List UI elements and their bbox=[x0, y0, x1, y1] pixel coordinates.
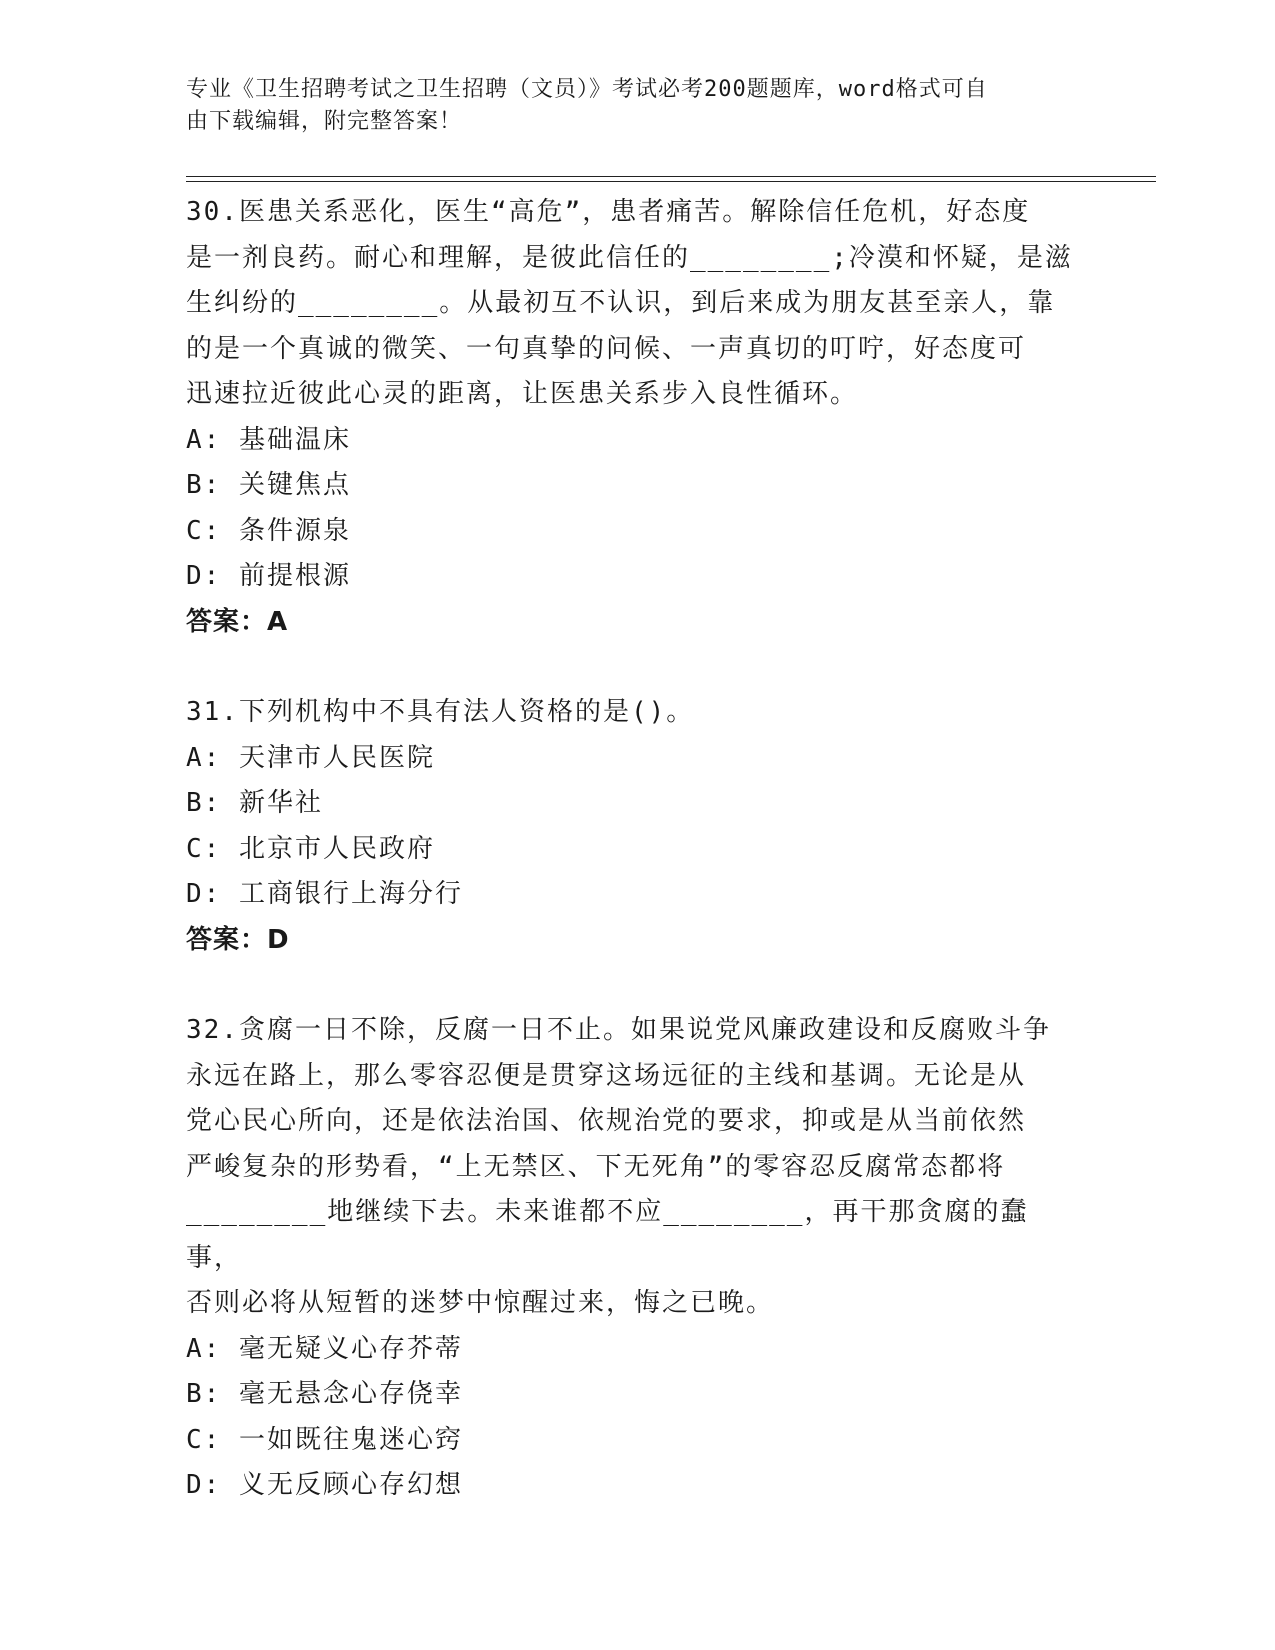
stem-line: 迅速拉近彼此心灵的距离，让医患关系步入良性循环。 bbox=[186, 379, 859, 409]
option-c: C: 一如既往鬼迷心窍 bbox=[186, 1424, 463, 1455]
document-header bbox=[186, 74, 1066, 138]
stem-line: 党心民心所向，还是依法治国、依规治党的要求，抑或是从当前依然 bbox=[186, 1106, 1027, 1136]
header-rule-top bbox=[186, 176, 1156, 177]
option-a: A: 基础温床 bbox=[186, 424, 351, 455]
stem-line: 严峻复杂的形势看，“上无禁区、下无死角”的零容忍反腐常态都将 bbox=[186, 1151, 1006, 1182]
stem-line: 生纠纷的________。从最初互不认识，到后来成为朋友甚至亲人，靠 bbox=[186, 288, 1056, 318]
option-d: D: 工商银行上海分行 bbox=[186, 879, 463, 909]
option-b: B: 新华社 bbox=[186, 788, 323, 818]
question-spacer bbox=[186, 645, 1086, 690]
option-d: D: 义无反顾心存幻想 bbox=[186, 1470, 463, 1500]
header-line-1: 专业《卫生招聘考试之卫生招聘（文员）》考试必考200题题库，word格式可自 bbox=[186, 77, 988, 102]
question-spacer bbox=[186, 963, 1086, 1008]
stem-line: 是一剂良药。耐心和理解，是彼此信任的________;冷漠和怀疑，是滋 bbox=[186, 242, 1073, 273]
stem-line: 31.下列机构中不具有法人资格的是()。 bbox=[186, 697, 695, 727]
question-32 bbox=[186, 1008, 1086, 1509]
option-a: A: 毫无疑义心存芥蒂 bbox=[186, 1333, 463, 1364]
question-31 bbox=[186, 690, 1086, 963]
option-a: A: 天津市人民医院 bbox=[186, 742, 435, 773]
question-stem bbox=[186, 1008, 1076, 1327]
header-line-2: 由下载编辑，附完整答案！ bbox=[186, 109, 463, 134]
answer-line: 答案：D bbox=[186, 924, 290, 955]
option-c: C: 北京市人民政府 bbox=[186, 833, 435, 864]
option-c: C: 条件源泉 bbox=[186, 515, 351, 546]
question-stem bbox=[186, 690, 1076, 736]
stem-line: ________地继续下去。未来谁都不应________，再干那贪腐的蠢事， bbox=[186, 1197, 1029, 1273]
header-rule-bottom bbox=[186, 181, 1156, 182]
question-list bbox=[186, 190, 1086, 1509]
option-b: B: 毫无悬念心存侥幸 bbox=[186, 1379, 463, 1409]
answer-line: 答案：A bbox=[186, 606, 289, 637]
option-b: B: 关键焦点 bbox=[186, 470, 351, 500]
stem-line: 否则必将从短暂的迷梦中惊醒过来，悔之已晚。 bbox=[186, 1288, 775, 1318]
option-d: D: 前提根源 bbox=[186, 561, 351, 591]
question-stem bbox=[186, 190, 1076, 418]
stem-line: 的是一个真诚的微笑、一句真挚的问候、一声真切的叮咛，好态度可 bbox=[186, 333, 1027, 364]
question-30 bbox=[186, 190, 1086, 645]
stem-line: 32.贪腐一日不除，反腐一日不止。如果说党风廉政建设和反腐败斗争 bbox=[186, 1015, 1051, 1045]
stem-line: 永远在路上，那么零容忍便是贯穿这场远征的主线和基调。无论是从 bbox=[186, 1060, 1027, 1091]
stem-line: 30.医患关系恶化，医生“高危”，患者痛苦。解除信任危机，好态度 bbox=[186, 197, 1031, 227]
